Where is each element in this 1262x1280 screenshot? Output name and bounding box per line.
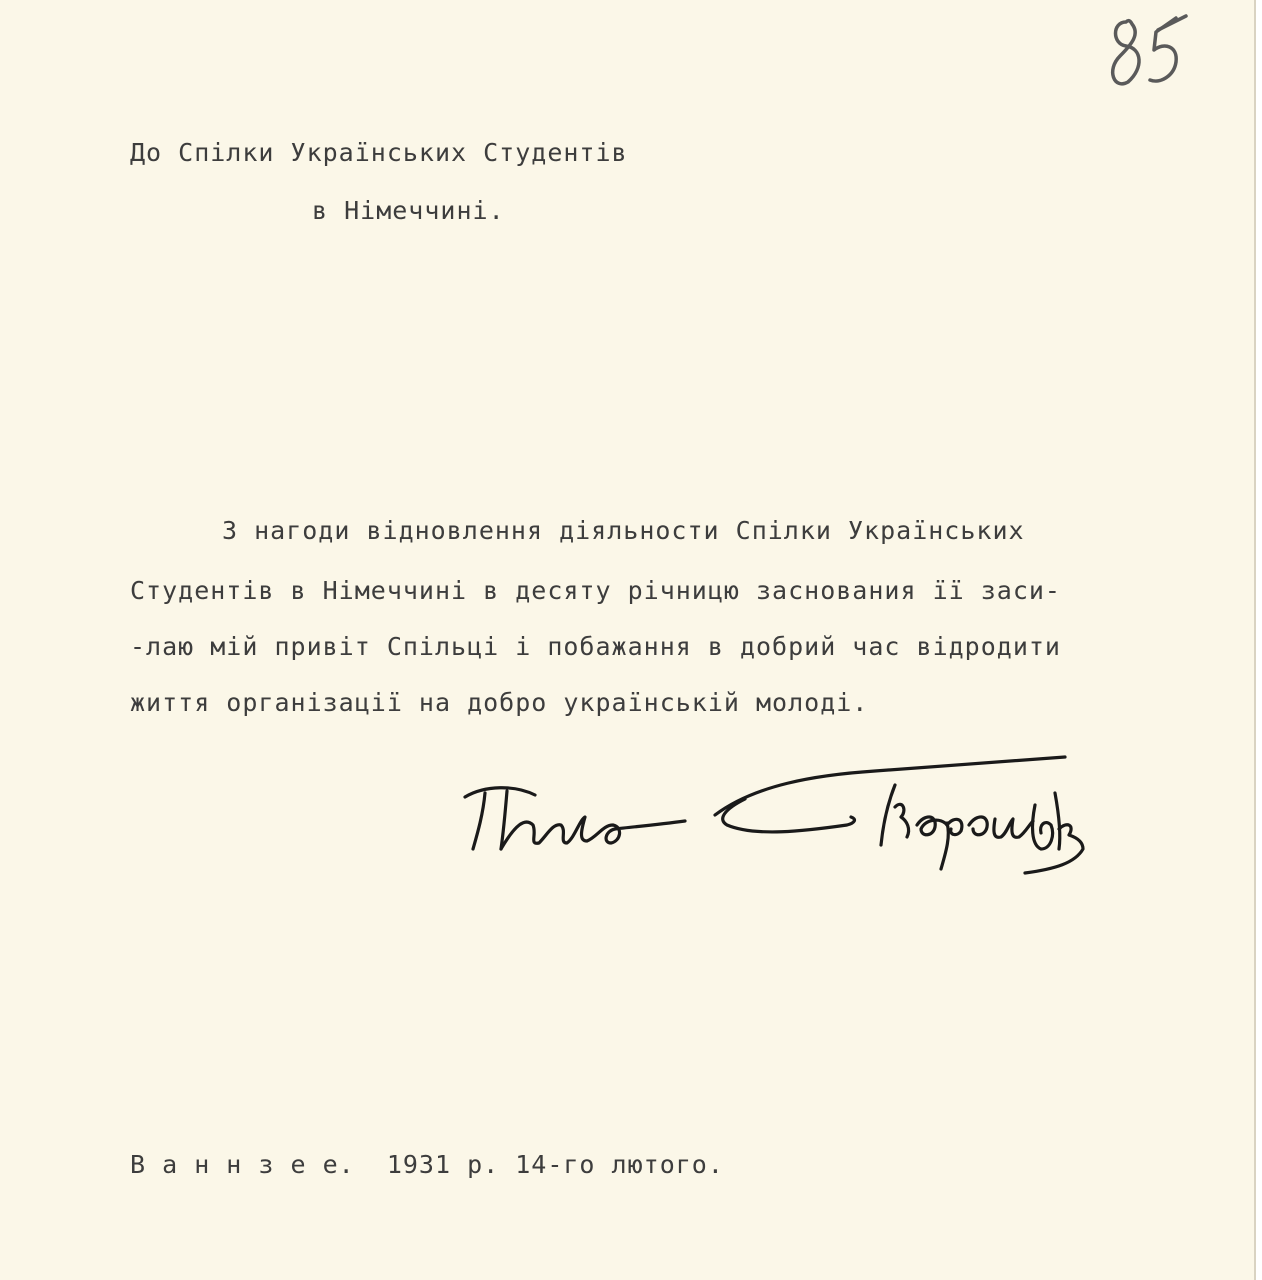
addressee-line-1: До Спілки Українських Студентів <box>130 138 628 167</box>
body-line-4: життя організації на добро українській молоді. <box>130 688 869 717</box>
addressee-line-2: в Німеччині. <box>312 196 505 225</box>
body-line-3: -лаю мій привіт Спільці і побажання в добрий час відродити <box>130 632 1061 661</box>
body-line-2: Студентів в Німеччині в десяту річницю заснования її заси- <box>130 576 1061 605</box>
handwritten-signature <box>455 745 1095 885</box>
body-line-1: З нагоди відновлення діяльности Спілки Українських <box>222 516 1025 545</box>
handwritten-page-number <box>1098 4 1198 94</box>
date-line: В а н н з е е. 1931 р. 14-го лютого. <box>130 1150 724 1179</box>
